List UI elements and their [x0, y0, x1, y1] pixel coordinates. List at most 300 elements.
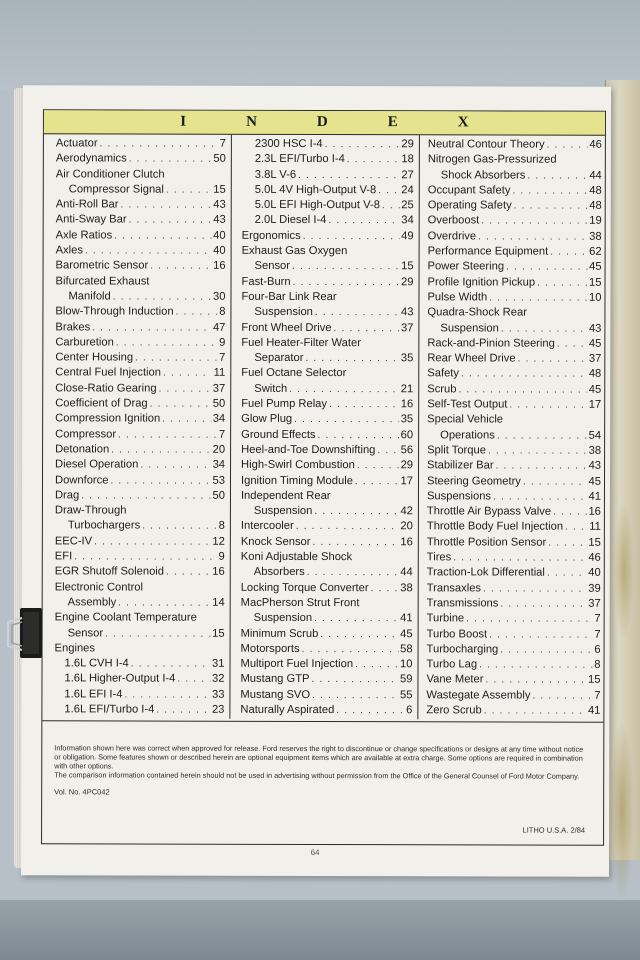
index-term: Compressor: [55, 427, 117, 441]
index-entry: [427, 443, 601, 459]
index-term: Turbo Boost: [426, 627, 488, 640]
index-page-ref: 11: [213, 367, 226, 380]
index-term: Scrub: [427, 383, 457, 396]
index-entry: [242, 183, 414, 199]
index-page-ref: 20: [400, 520, 413, 533]
index-term: Manifold: [68, 290, 111, 303]
index-term: Self-Test Output: [427, 398, 508, 411]
index-page-ref: 15: [213, 183, 226, 196]
dot-leader: [292, 259, 399, 275]
index-term: 3.8L V-6: [254, 168, 297, 181]
index-entry: [240, 687, 412, 703]
index-page-ref: 23: [211, 703, 225, 716]
index-entry: [241, 642, 413, 658]
index-page-ref: 47: [212, 321, 226, 334]
index-entry: [428, 229, 602, 245]
index-entry: [241, 565, 413, 581]
index-entry: [242, 274, 414, 290]
index-page-ref: 8: [594, 658, 601, 671]
dot-leader: [484, 703, 586, 719]
dot-leader: [163, 366, 212, 381]
background-top: [0, 0, 640, 90]
index-entry: [56, 198, 226, 214]
index-page-ref: 60: [400, 428, 414, 441]
index-entry: [55, 488, 225, 504]
index-term: Shock Absorbers: [440, 168, 526, 182]
index-entry: [427, 642, 601, 658]
index-header: [44, 110, 605, 135]
index-term: Tires: [426, 551, 452, 564]
dot-leader: [483, 581, 586, 597]
index-term: Aerodynamics: [55, 152, 127, 165]
index-term: Suspensions: [426, 490, 492, 503]
index-term: Assembly: [67, 596, 117, 609]
index-term: Multiport Fuel Injection: [240, 657, 354, 671]
index-term: Motorsports: [240, 642, 300, 655]
dot-leader: [489, 627, 592, 643]
index-page-ref: 37: [212, 382, 226, 395]
index-page-ref: 29: [400, 459, 414, 472]
index-term: 1.6L Higher-Output I-4: [64, 672, 176, 686]
dot-leader: [81, 488, 210, 504]
index-term: Center Housing: [55, 351, 134, 364]
dot-leader: [514, 199, 588, 214]
index-term: EFI: [54, 550, 73, 563]
index-entry: [241, 366, 413, 382]
dot-leader: [479, 658, 592, 674]
dot-leader: [355, 657, 398, 672]
index-term: Draw-Through: [54, 504, 127, 517]
index-entry: [427, 382, 601, 398]
index-term: Special Vehicle: [427, 413, 504, 426]
index-page-ref: 42: [400, 505, 413, 518]
dot-leader: [150, 397, 211, 412]
index-term: Transaxles: [426, 581, 482, 595]
index-entry: [427, 336, 601, 352]
index-entry: [55, 565, 225, 581]
index-page-ref: 34: [212, 458, 226, 471]
dot-leader: [135, 351, 217, 367]
dot-leader: [347, 152, 400, 167]
index-entry: [54, 687, 224, 703]
index-page-ref: 55: [399, 688, 413, 701]
dot-leader: [488, 443, 587, 459]
index-term: Ignition Timing Module: [240, 474, 353, 487]
footer: [42, 720, 603, 846]
index-entry: [55, 396, 225, 412]
index-page-ref: 45: [588, 337, 602, 350]
index-page-ref: 15: [588, 536, 601, 549]
dot-leader: [303, 229, 400, 245]
index-page-ref: 11: [589, 521, 601, 534]
index-entry: [56, 274, 226, 290]
index-column-1: [42, 134, 232, 718]
index-page-ref: 50: [212, 489, 225, 502]
index-term: Engines: [54, 642, 96, 655]
index-entry: [427, 566, 601, 582]
index-entry: [241, 458, 413, 474]
dot-leader: [92, 320, 211, 336]
index-term: Performance Equipment: [427, 245, 549, 258]
index-term: Throttle Body Fuel Injection: [426, 520, 564, 534]
index-page-ref: 7: [219, 137, 226, 150]
dot-leader: [318, 428, 399, 444]
index-page-ref: 15: [401, 260, 414, 273]
index-term: Throttle Air Bypass Valve: [426, 505, 552, 518]
index-entry: [54, 702, 224, 718]
background-bottom: [0, 900, 640, 960]
index-term: Turbochargers: [67, 519, 141, 532]
index-page-ref: 38: [588, 444, 602, 457]
index-entry: [55, 641, 225, 657]
index-entry: [241, 550, 413, 566]
dot-leader: [553, 505, 586, 520]
index-page-ref: 30: [213, 290, 226, 303]
index-page-ref: 17: [400, 474, 414, 487]
index-entry: [427, 474, 601, 490]
dot-leader: [453, 550, 586, 566]
index-term: Downforce: [54, 473, 109, 486]
index-page-ref: 43: [213, 198, 226, 211]
index-entry: [55, 503, 225, 519]
index-page-ref: 29: [401, 275, 414, 288]
index-entry: [55, 366, 225, 382]
index-page-ref: 43: [588, 322, 602, 335]
index-page-ref: 48: [589, 184, 602, 197]
index-term: Separator: [254, 351, 304, 365]
index-page-ref: 37: [588, 597, 601, 610]
dot-leader: [329, 397, 399, 412]
index-term: Exhaust Gas Oxygen: [241, 244, 348, 258]
dot-leader: [110, 473, 210, 489]
index-entry: [426, 703, 600, 719]
dot-leader: [129, 152, 212, 168]
dot-leader: [461, 367, 587, 383]
dot-leader: [314, 611, 398, 627]
index-term: Fast-Burn: [241, 275, 291, 288]
index-entry: [55, 595, 225, 611]
dot-leader: [162, 412, 210, 427]
index-page-ref: 15: [212, 627, 225, 640]
index-term: Four-Bar Link Rear: [241, 290, 337, 304]
index-term: Operating Safety: [427, 199, 512, 212]
dot-leader: [177, 672, 210, 687]
index-page-ref: 7: [594, 612, 601, 625]
index-entry: [241, 412, 413, 428]
index-term: Ergonomics: [241, 229, 301, 242]
index-page-ref: 9: [218, 550, 225, 563]
index-term: Fuel Octane Selector: [241, 367, 347, 380]
index-entry: [55, 427, 225, 443]
dot-leader: [296, 519, 399, 535]
dot-leader: [557, 336, 587, 351]
index-term: EEC-IV: [54, 535, 93, 548]
index-page-ref: 53: [212, 474, 226, 487]
dot-leader: [166, 565, 210, 580]
dot-leader: [537, 275, 587, 290]
dot-leader: [532, 688, 592, 703]
dot-leader: [458, 382, 586, 398]
dot-leader: [355, 474, 399, 489]
dot-leader: [527, 168, 587, 183]
index-entry: [55, 611, 225, 627]
index-term: Switch: [254, 382, 288, 395]
index-page-ref: 40: [213, 244, 226, 257]
index-term: 1.6L EFI I-4: [64, 688, 123, 701]
dot-leader: [314, 504, 398, 520]
index-term: Detonation: [55, 443, 110, 456]
index-entry: [241, 397, 413, 413]
index-entry: [55, 626, 225, 642]
dot-leader: [131, 657, 210, 673]
index-entry: [241, 443, 413, 459]
index-page-ref: 62: [589, 245, 602, 258]
index-term: Actuator: [55, 137, 98, 150]
index-term: Transmissions: [426, 597, 499, 610]
index-entry: [427, 351, 601, 367]
index-term: Blow-Through Induction: [55, 305, 174, 318]
index-entry: [241, 611, 413, 627]
index-entry: [242, 152, 414, 168]
dot-leader: [150, 259, 211, 274]
dot-leader: [378, 183, 399, 198]
dot-leader: [512, 183, 587, 198]
dot-leader: [294, 412, 399, 428]
dot-leader: [371, 581, 399, 596]
index-entry: [55, 412, 225, 428]
index-entry: [427, 550, 601, 566]
dot-leader: [493, 489, 587, 505]
index-entry: [56, 259, 226, 275]
volume-number: Vol. No. 4PC042: [54, 787, 110, 797]
dot-leader: [120, 198, 211, 214]
index-page-ref: 45: [588, 475, 602, 488]
index-entry: [55, 305, 225, 321]
index-page-ref: 20: [212, 443, 226, 456]
index-entry: [428, 153, 602, 169]
index-term: Profile Ignition Pickup: [427, 275, 536, 289]
index-page-ref: 58: [400, 643, 413, 656]
index-entry: [427, 535, 601, 551]
dot-leader: [293, 275, 399, 291]
index-entry: [427, 581, 601, 597]
dot-leader: [334, 321, 399, 336]
index-term: Naturally Aspirated: [240, 703, 335, 717]
index-entry: [55, 289, 225, 305]
index-page-ref: 31: [212, 657, 225, 670]
index-term: Nitrogen Gas-Pressurized: [427, 153, 557, 166]
index-term: Turbine: [426, 612, 465, 625]
index-term: Sensor: [254, 260, 291, 273]
index-term: Power Steering: [427, 260, 505, 273]
index-term: Axles: [55, 244, 83, 257]
index-entry: [55, 519, 225, 535]
index-term: Fuel Pump Relay: [241, 397, 328, 411]
index-term: Brakes: [55, 320, 91, 333]
index-entry: [55, 549, 225, 565]
index-entry: [427, 611, 601, 627]
index-term: Vane Meter: [426, 673, 484, 686]
index-entry: [427, 367, 601, 383]
index-page-ref: 6: [594, 643, 601, 656]
index-term: Carburetion: [55, 336, 114, 349]
index-entry: [55, 442, 225, 458]
disclaimer-text-2: The comparison information contained herein should not be used in advertising without permission from the Office of the General Counsel of Ford Motor Company.: [54, 770, 580, 781]
index-term: Independent Rear: [240, 489, 331, 502]
page-stain: [614, 500, 634, 640]
dot-leader: [328, 214, 399, 229]
index-page-ref: 45: [589, 261, 602, 274]
dot-leader: [550, 245, 587, 260]
index-term: High-Swirl Combustion: [241, 459, 355, 472]
index-page-ref: 34: [212, 413, 226, 426]
index-entry: [55, 350, 225, 366]
index-entry: [240, 672, 412, 688]
index-entry: [56, 213, 226, 229]
index-term: Minimum Scrub: [240, 627, 319, 640]
index-title: INDEX: [180, 113, 529, 131]
dot-leader: [506, 260, 587, 276]
dot-leader: [312, 535, 398, 551]
index-term: Operations: [440, 428, 495, 442]
dot-leader: [489, 290, 587, 306]
index-term: Quadra-Shock Rear: [427, 306, 527, 319]
index-page-ref: 50: [213, 153, 226, 166]
index-entry: [426, 673, 600, 689]
dot-leader: [118, 427, 217, 443]
index-entry: [55, 320, 225, 336]
index-entry: [428, 244, 602, 260]
dot-leader: [509, 398, 586, 413]
index-page-ref: 43: [400, 306, 414, 319]
page-number: 64: [310, 847, 320, 858]
index-term: Engine Coolant Temperature: [54, 611, 197, 624]
dot-leader: [312, 688, 398, 704]
index-page-ref: 16: [212, 566, 225, 579]
index-entry: [240, 657, 412, 673]
index-term: Central Fuel Injection: [55, 366, 162, 380]
dot-leader: [74, 549, 216, 565]
index-entry: [427, 459, 601, 475]
index-entry: [55, 458, 225, 474]
index-page-ref: 38: [400, 581, 413, 594]
index-term: Occupant Safety: [427, 184, 511, 197]
index-term: Safety: [427, 367, 460, 380]
litho-mark: LITHO U.S.A. 2/84: [522, 825, 586, 835]
index-page-ref: 35: [400, 413, 414, 426]
dot-leader: [336, 703, 404, 718]
index-term: Overboost: [427, 214, 480, 227]
index-term: Wastegate Assembly: [426, 688, 531, 702]
index-page-ref: 41: [588, 490, 601, 503]
index-page-ref: 16: [588, 505, 601, 518]
index-term: Neutral Contour Theory: [427, 138, 545, 151]
index-page-ref: 25: [401, 199, 414, 212]
dot-leader: [315, 305, 399, 321]
index-page-ref: 7: [218, 428, 226, 441]
index-term: Turbo Lag: [426, 658, 478, 671]
index-entry: [427, 413, 601, 429]
index-page-ref: 39: [588, 582, 601, 595]
dot-leader: [466, 612, 592, 628]
index-entry: [427, 489, 601, 505]
dot-leader: [94, 534, 210, 550]
index-term: Anti-Sway Bar: [55, 213, 127, 226]
index-term: Close-Ratio Gearing: [55, 382, 157, 395]
dot-leader: [129, 213, 212, 229]
index-page-ref: 43: [213, 214, 226, 227]
index-term: 2.0L Diesel I-4: [254, 214, 327, 227]
dot-leader: [548, 535, 586, 550]
index-entry: [241, 489, 413, 505]
index-term: Rear Wheel Drive: [427, 352, 516, 365]
index-entry: [55, 335, 225, 351]
index-entry: [55, 580, 225, 596]
dot-leader: [501, 321, 587, 337]
index-term: Zero Scrub: [426, 704, 482, 717]
index-entry: [427, 397, 601, 413]
index-entry: [427, 504, 601, 520]
index-page-ref: 35: [400, 352, 414, 365]
index-term: Suspension: [254, 306, 313, 319]
index-column-2: [230, 135, 420, 719]
index-term: Mustang SVO: [240, 688, 311, 701]
dot-leader: [497, 428, 587, 444]
dot-leader: [85, 243, 211, 259]
dot-leader: [111, 442, 210, 458]
index-page-ref: 24: [401, 184, 414, 197]
index-entry: [241, 596, 413, 612]
dot-leader: [478, 229, 587, 245]
index-term: Front Wheel Drive: [241, 321, 332, 334]
index-entry: [427, 275, 601, 291]
index-entry: [241, 382, 413, 398]
index-page-ref: 54: [588, 429, 602, 442]
index-page-ref: 8: [219, 306, 226, 319]
dot-leader: [140, 458, 210, 473]
index-entry: [242, 259, 414, 275]
index-page-ref: 32: [212, 673, 225, 686]
index-term: 5.0L 4V High-Output V-8: [254, 183, 377, 197]
index-frame: [41, 109, 606, 845]
index-entry: [428, 137, 602, 153]
dot-leader: [485, 673, 586, 689]
index-entry: [428, 183, 602, 199]
index-entry: [427, 627, 601, 643]
index-term: Stabilizer Bar: [427, 459, 494, 472]
index-page-ref: 40: [213, 229, 226, 242]
index-column-3: [418, 135, 607, 719]
dot-leader: [377, 443, 398, 458]
index-entry: [241, 305, 413, 321]
index-entry: [56, 243, 226, 259]
dot-leader: [100, 136, 218, 152]
index-page-ref: 37: [588, 352, 602, 365]
index-term: Sensor: [67, 626, 104, 639]
index-page-ref: 9: [219, 336, 226, 349]
dot-leader: [114, 228, 211, 244]
dot-leader: [105, 626, 210, 642]
dot-leader: [176, 305, 218, 320]
index-page-ref: 44: [400, 566, 413, 579]
index-page-ref: 7: [219, 351, 226, 364]
index-entry: [428, 198, 602, 214]
disclaimer-text: Information shown here was correct when approved for release. Ford reserves the right to discontinue or change specifications or designs at any time without notice or obligation. Some features shown or described herein are optional equipment items which are available at extra charge. Some options are required in combination with other options.: [54, 743, 584, 771]
index-term: 5.0L EFI High-Output V-8: [254, 199, 380, 212]
index-term: Turbocharging: [426, 643, 499, 656]
index-term: EGR Shutoff Solenoid: [54, 565, 165, 578]
index-entry: [242, 198, 414, 214]
